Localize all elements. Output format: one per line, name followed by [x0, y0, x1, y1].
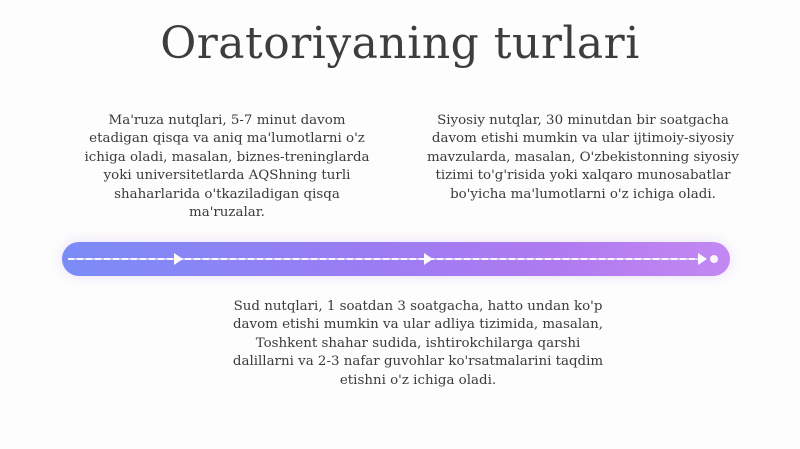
lecture-speech-text: Ma'ruza nutqlari, 5-7 minut davom etadigan qisqa va aniq ma'lumotlarni o'z ichiga oladi, masalan, biznes-treninglarda yoki universitetlarda AQShning turli shaharlarida o'tkaziladigan qisqa ma'ruzalar.: [84, 113, 370, 221]
court-speech-text: Sud nutqlari, 1 soatdan 3 soatgacha, hatto undan ko'p davom etishi mumkin va ular adliya tizimida, masalan, Toshkent shahar sudida, ishtirokchilarga qarshi dalillarni va 2-3 nafar guvohlar ko'rsatmalarini taqdim etishni o'z ichiga oladi.: [232, 299, 604, 388]
arrow-right-icon: [174, 253, 183, 265]
political-speech-text: Siyosiy nutqlar, 30 minutdan bir soatgacha davom etishi mumkin va ular ijtimoiy-siyosiy mavzularda, masalan, O'zbekistonning siyosiy tizimi to'g'risida yoki xalqaro munosabatlar bo'yicha ma'lumotlarni o'z ichiga oladi.: [426, 113, 739, 202]
timeline-line: [68, 258, 704, 260]
timeline-bar: [62, 242, 730, 276]
arrow-right-icon: [424, 253, 433, 265]
arrow-right-icon: [698, 253, 707, 265]
timeline-end-dot: [710, 255, 718, 263]
slide-title: Oratoriyaning turlari: [160, 18, 640, 69]
